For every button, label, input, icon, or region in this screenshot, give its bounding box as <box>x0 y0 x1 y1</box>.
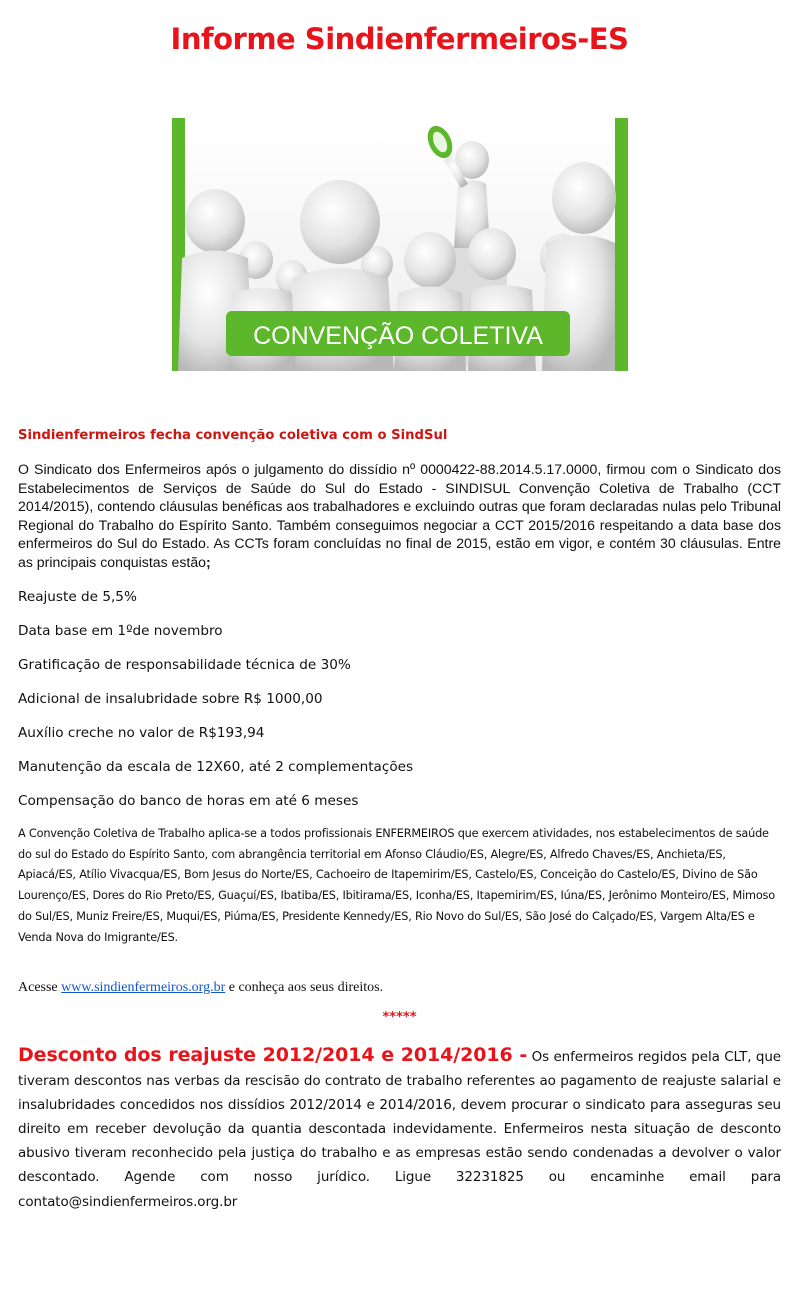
list-item: Adicional de insalubridade sobre R$ 1000,00 <box>18 691 323 707</box>
intro-text: O Sindicato dos Enfermeiros após o julgamento do dissídio nº 0000422-88.2014.5.17.0000, firmou com o Sindicato dos Estabelecimentos de Serviços de Saúde do Sul do Estado - SINDISUL Convenção Coletiva de Trabalho (CCT 2014/2015), contendo cláusulas benéficas aos trabalhadores e excluindo outras que foram declaradas nulas pelo Tribunal Regional do Trabalho do Espírito Santo. Também conseguimos negociar a CCT 2015/2016 respeitando a data base dos enfermeiros do Sul do Estado. As CCTs foram concluídas no final de 2015, estão em vigor, e contém 30 cláusulas. Entre as principais conquistas estão <box>18 461 781 570</box>
access-suffix: e conheça aos seus direitos. <box>225 980 384 995</box>
article-intro <box>18 460 781 572</box>
access-line <box>18 980 383 996</box>
discount-body: Os enfermeiros regidos pela CLT, que tiveram descontos nas verbas da rescisão do contrato de trabalho referentes ao pagamento de reajuste salarial e insalubridades concedidos nos dissídios 2012/2014 e 2014/2016, devem procurar o sindicato para asseguras seu direito em receber devolução da quantia descontada indevidamente. Enfermeiros nesta situação de desconto abusivo tiveram reconhecido pela justiça do trabalho e as empresas estão sendo condenadas a devolver o valor descontado. Agende com nosso jurídico. Ligue 32231825 ou encaminhe email para contato@sindienfermeiros.org.br <box>18 1049 781 1210</box>
list-item: Auxílio creche no valor de R$193,94 <box>18 725 265 741</box>
intro-end: ; <box>206 553 211 570</box>
website-link[interactable]: www.sindienfermeiros.org.br <box>61 980 226 995</box>
list-item: Manutenção da escala de 12X60, até 2 complementações <box>18 759 414 775</box>
banner-label: CONVENÇÃO COLETIVA <box>253 322 543 350</box>
scope-paragraph: A Convenção Coletiva de Trabalho aplica-se a todos profissionais ENFERMEIROS que exercem atividades, nos estabelecimentos de saúde do sul do Estado do Espírito Santo, com abrangência territorial em Afonso Cláudio/ES, Alegre/ES, Alfredo Chaves/ES, Anchieta/ES, Apiacá/ES, Atílio Vivacqua/ES, Bom Jesus do Norte/ES, Cachoeiro de Itapemirim/ES, Castelo/ES, Conceição do Castelo/ES, Divino de São Lourenço/ES, Dores do Rio Preto/ES, Guaçuí/ES, Ibatiba/ES, Ibitirama/ES, Iconha/ES, Itapemirim/ES, Iúna/ES, Jerônimo Monteiro/ES, Mimoso do Sul/ES, Muniz Freire/ES, Muqui/ES, Piúma/ES, Presidente Kennedy/ES, Rio Novo do Sul/ES, São José do Calçado/ES, Vargem Alta/ES e Venda Nova do Imigrante/ES. <box>18 827 775 944</box>
convention-banner-image <box>172 118 628 371</box>
discount-title: Desconto dos reajuste 2012/2014 e 2014/2016 - <box>18 1044 528 1066</box>
list-item: Reajuste de 5,5% <box>18 589 137 605</box>
list-item: Compensação do banco de horas em até 6 meses <box>18 793 359 809</box>
article-headline: Sindienfermeiros fecha convenção coletiva com o SindSul <box>18 428 448 443</box>
separator: ***** <box>382 1010 417 1025</box>
list-item: Data base em 1ºde novembro <box>18 623 223 639</box>
list-item: Gratificação de responsabilidade técnica de 30% <box>18 657 351 673</box>
page-title: Informe Sindienfermeiros-ES <box>170 22 629 56</box>
access-prefix: Acesse <box>18 980 62 995</box>
discount-paragraph <box>18 1043 781 1214</box>
